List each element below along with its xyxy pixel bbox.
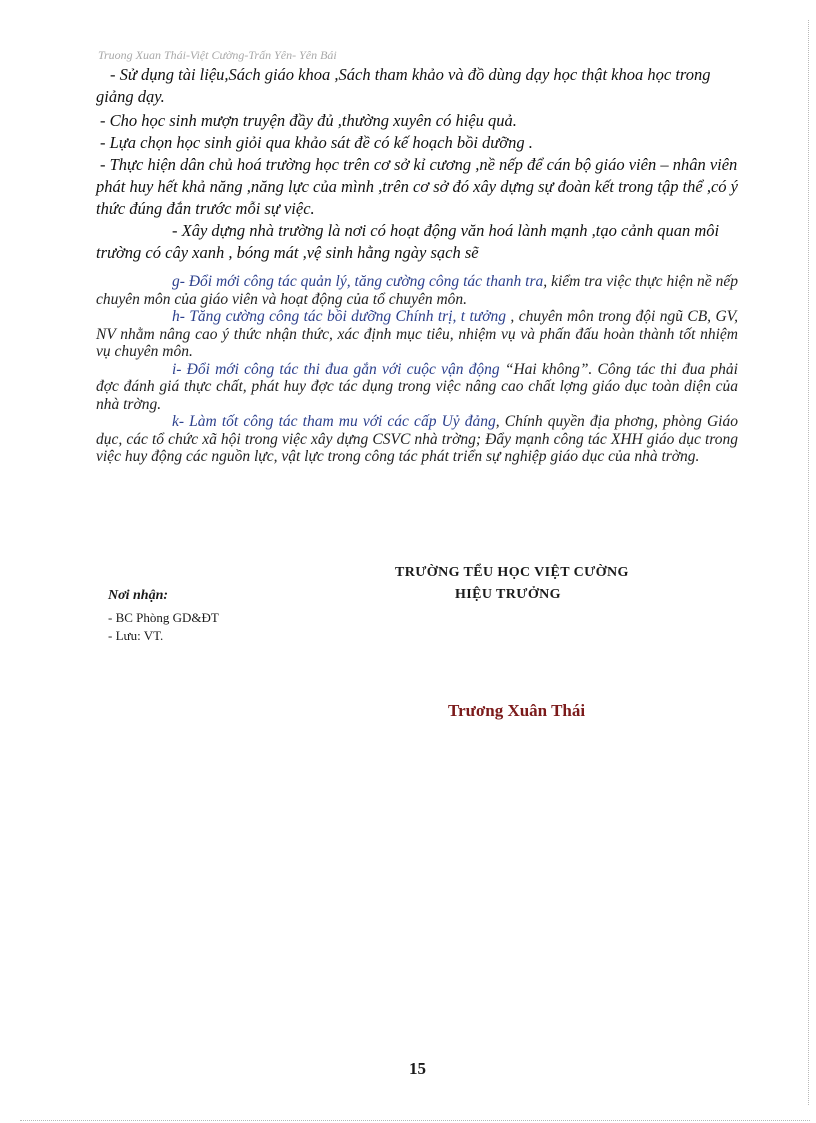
signer-name: Trương Xuân Thái: [448, 701, 586, 720]
task-item-h: [96, 308, 738, 361]
task-g-body: , kiểm tra việc thực hiện nề nếp chuyên môn của giáo viên và hoạt động của tổ chuyên môn.: [96, 273, 738, 308]
list-item: - Sử dụng tài liệu,Sách giáo khoa ,Sách tham khảo và đồ dùng dạy học thật khoa học trong giảng dạy.: [96, 65, 711, 106]
signature-school: TRƯỜNG TỂU HỌC VIỆT CƯỜNG: [395, 565, 629, 580]
list-item: - Thực hiện dân chủ hoá trường học trên cơ sở kỉ cương ,nề nếp để cán bộ giáo viên – nhân viên phát huy hết khả năng ,năng lực của mình ,trên cơ sở đó xây dựng sự đoàn kết trong tập thể ,có ý thức đúng đắn trước mỗi sự việc.: [96, 155, 739, 218]
running-header: Truong Xuan Thái-Việt Cường-Trấn Yên- Yên Bái: [98, 48, 337, 62]
list-item: - Cho học sinh mượn truyện đầy đủ ,thường xuyên có hiệu quả.: [100, 111, 517, 130]
task-item-k: [96, 413, 738, 466]
task-i-heading: i- Đổi mới công tác thi đua gắn với cuộc vận động: [172, 360, 500, 378]
task-item-g: [96, 273, 738, 308]
page-border-bottom: [20, 1120, 810, 1121]
task-i-body: “Hai không”. Công tác thi đua phải đợc đánh giá thực chất, phát huy đợc tác dụng trong việc nâng cao chất lợng giáo dục toàn diện của nhà trờng.: [96, 360, 738, 413]
recipient-item: - BC Phòng GD&ĐT: [108, 610, 219, 625]
task-g-heading: g- Đổi mới công tác quản lý, tăng cường công tác thanh tra: [172, 273, 544, 290]
task-h-heading: h- Tăng cường công tác bồi dưỡng Chính trị, t tưởng: [172, 308, 507, 325]
list-block: [96, 64, 748, 264]
signature-role: HIỆU TRƯỞNG: [455, 587, 561, 602]
task-block: [96, 273, 738, 466]
list-item: - Xây dựng nhà trường là nơi có hoạt động văn hoá lành mạnh ,tạo cảnh quan môi trường có cây xanh , bóng mát ,vệ sinh hằng ngày sạch sẽ: [96, 221, 720, 262]
task-k-body: , Chính quyền địa phơng, phòng Giáo dục, các tổ chức xã hội trong việc xây dựng CSVC nhà trờng; Đẩy mạnh công tác XHH giáo dục trong việc huy động các nguồn lực, vật lực trong công tác phát triển sự nghiệp giáo dục của nhà trờng.: [96, 413, 738, 465]
recipients-title: Nơi nhận:: [108, 588, 169, 603]
page-border-right: [808, 20, 809, 1105]
page-number: 15: [409, 1059, 426, 1078]
task-h-body: , chuyên môn trong đội ngũ CB, GV, NV nhằm nâng cao ý thức nhận thức, xác định mục tiêu, nhiệm vụ và phấn đấu hoàn thành tốt nhiệm vụ chuyên môn.: [96, 308, 739, 360]
recipient-item: - Lưu: VT.: [108, 628, 164, 643]
task-item-i: [96, 361, 738, 414]
task-k-heading: k- Làm tốt công tác tham mu với các cấp Uỷ đảng: [172, 413, 496, 430]
list-item: - Lựa chọn học sinh giỏi qua khảo sát đề có kế hoạch bồi dưỡng .: [100, 133, 533, 152]
